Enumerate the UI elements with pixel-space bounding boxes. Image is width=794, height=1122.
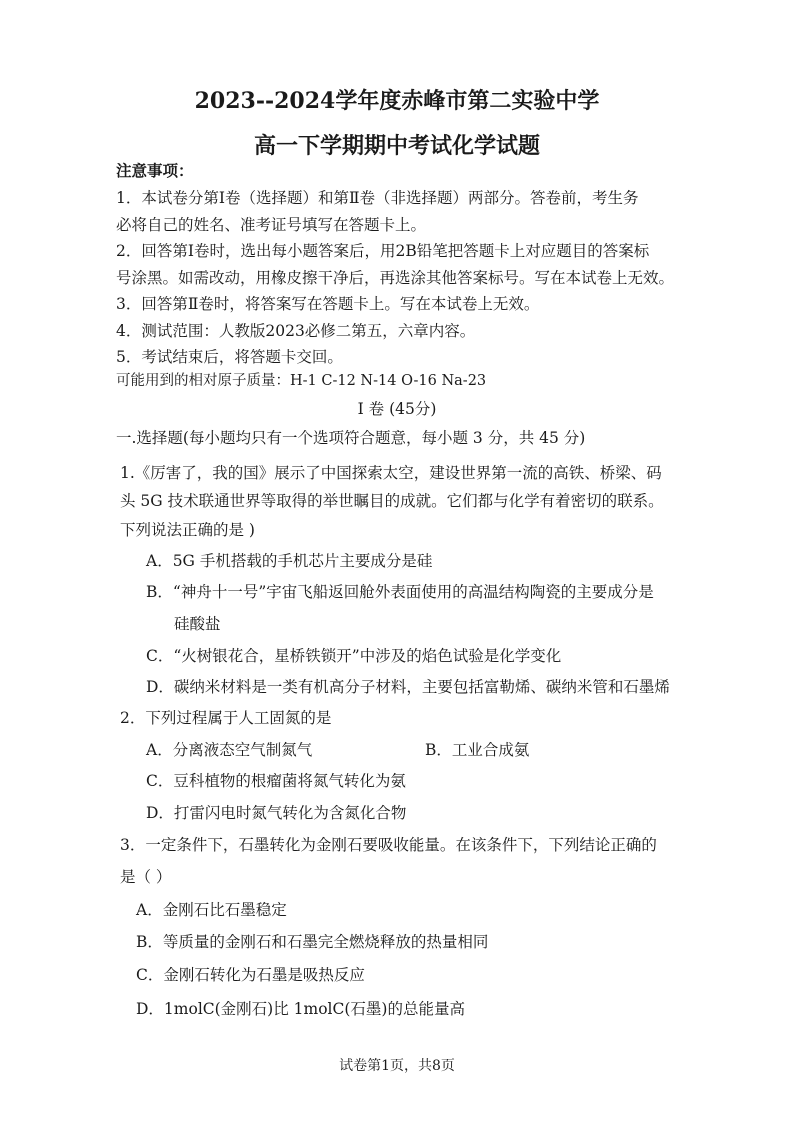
q1-option-d: D．碳纳米材料是一类有机高分子材料，主要包括富勒烯、碳纳米管和石墨烯 [146, 678, 670, 696]
q2-option-c: C．豆科植物的根瘤菌将氮气转化为氨 [146, 772, 406, 790]
notice-item-2b: 号涂黑。如需改动，用橡皮擦干净后，再选涂其他答案标号。写在本试卷上无效。 [116, 269, 675, 287]
section-instruction: 一.选择题(每小题均只有一个选项符合题意，每小题 3 分，共 45 分) [116, 429, 586, 447]
notice-item-2a: 2．回答第Ⅰ卷时，选出每小题答案后，用2B铅笔把答题卡上对应题目的答案标 [116, 242, 650, 260]
q3-option-a: A．金刚石比石墨稳定 [136, 901, 287, 919]
exam-title-line2: 高一下学期期中考试化学试题 [253, 133, 540, 159]
notice-item-3: 3．回答第Ⅱ卷时，将答案写在答题卡上。写在本试卷上无效。 [116, 295, 540, 313]
q3-option-b: B．等质量的金刚石和石墨完全燃烧释放的热量相同 [136, 933, 489, 951]
q2-option-b: B．工业合成氨 [425, 741, 530, 759]
q1-stem-line1: 1.《厉害了，我的国》展示了中国探索太空，建设世界第一流的高铁、桥梁、码 [120, 464, 662, 482]
q3-stem-line1: 3．一定条件下，石墨转化为金刚石要吸收能量。在该条件下，下列结论正确的 [120, 836, 657, 854]
q1-option-a: A．5G 手机搭载的手机芯片主要成分是硅 [146, 552, 433, 570]
notice-item-4: 4．测试范围：人教版2023必修二第五，六章内容。 [116, 322, 476, 340]
q3-option-d: D．1molC(金刚石)比 1molC(石墨)的总能量高 [136, 1000, 465, 1018]
q1-option-c: C．“火树银花合，星桥铁锁开”中涉及的焰色试验是化学变化 [146, 647, 562, 665]
q2-option-a: A．分离液态空气制氮气 [146, 741, 313, 759]
page-footer: 试卷第1页，共8页 [339, 1058, 455, 1074]
q1-stem-line3: 下列说法正确的是 ) [120, 521, 255, 539]
q1-option-b-line1: B．“神舟十一号”宇宙飞船返回舱外表面使用的高温结构陶瓷的主要成分是 [146, 583, 654, 601]
q3-option-c: C．金刚石转化为石墨是吸热反应 [136, 966, 365, 984]
q2-option-d: D．打雷闪电时氮气转化为含氮化合物 [146, 804, 407, 822]
section-title: Ⅰ 卷 (45分) [357, 400, 437, 418]
exam-title-line1: 2023--2024学年度赤峰市第二实验中学 [194, 88, 600, 114]
q1-stem-line2: 头 5G 技术联通世界等取得的举世瞩目的成就。它们都与化学有着密切的联系。 [120, 492, 664, 510]
q2-stem: 2．下列过程属于人工固氮的是 [120, 709, 332, 727]
notice-item-5: 5．考试结束后，将答题卡交回。 [116, 348, 343, 366]
q1-option-b-line2: 硅酸盐 [174, 615, 221, 633]
notice-heading: 注意事项： [116, 161, 194, 180]
atomic-mass-line: 可能用到的相对原子质量：H-1 C-12 N-14 O-16 Na-23 [116, 373, 487, 389]
notice-item-1b: 必将自己的姓名、准考证号填写在答题卡上。 [116, 216, 427, 234]
q3-stem-line2: 是（ ） [120, 868, 172, 886]
notice-item-1a: 1．本试卷分第Ⅰ卷（选择题）和第Ⅱ卷（非选择题）两部分。答卷前，考生务 [116, 189, 639, 207]
